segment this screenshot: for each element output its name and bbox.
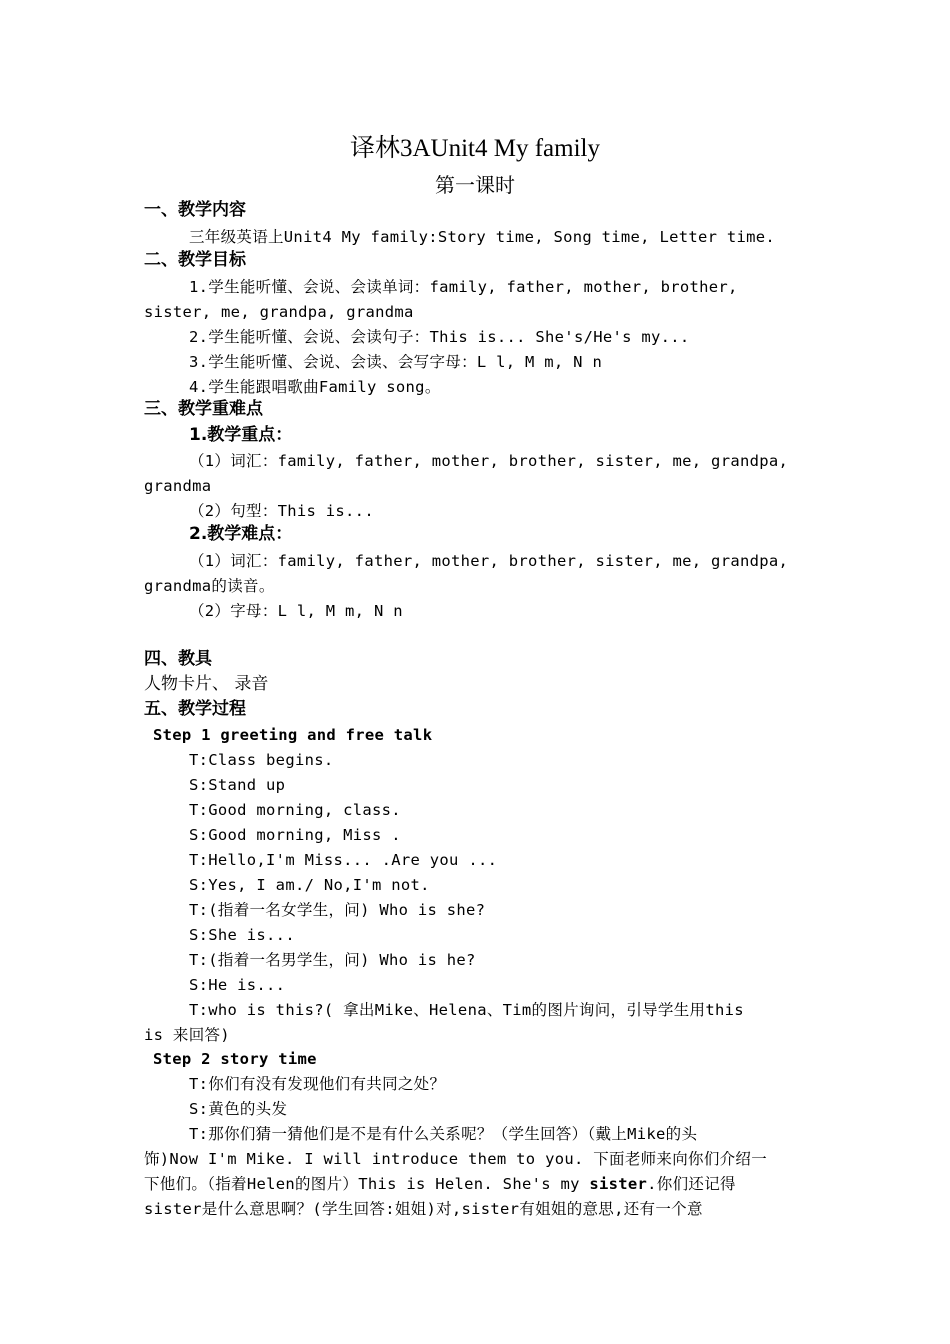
bold-word-sister: sister	[589, 1175, 648, 1193]
section-heading-content: 一、教学内容	[144, 200, 246, 220]
dialogue-line: S:She is...	[189, 926, 295, 944]
key-point-line: （1）词汇：family, father, mother, brother, sister, me, grandpa,	[189, 452, 789, 470]
dialogue-line: T:你们有没有发现他们有共同之处？	[189, 1075, 446, 1093]
materials-line: 人物卡片、 录音	[144, 674, 269, 694]
dialogue-line: S:Yes, I am./ No,I'm not.	[189, 876, 430, 894]
dialogue-line: S:He is...	[189, 976, 286, 994]
dialogue-line: T:Good morning, class.	[189, 801, 401, 819]
key-points-label: 1.教学重点：	[189, 425, 293, 445]
dialogue-line: T:(指着一名女学生，问) Who is she?	[189, 901, 486, 919]
dialogue-line: is 来回答)	[144, 1026, 230, 1044]
difficult-point-line: （1）词汇：family, father, mother, brother, sister, me, grandpa,	[189, 552, 789, 570]
goal-line: 3.学生能听懂、会说、会读、会写字母：L l, M m, N n	[189, 353, 603, 371]
content-line: 三年级英语上Unit4 My family:Story time, Song time, Letter time.	[189, 228, 776, 246]
dialogue-line: T:Class begins.	[189, 751, 334, 769]
goal-line: 4.学生能跟唱歌曲Family song。	[189, 378, 441, 396]
dialogue-line: T:那你们猜一猜他们是不是有什么关系呢？（学生回答）（戴上Mike的头	[189, 1125, 698, 1143]
dialogue-line: sister是什么意思啊？(学生回答:姐姐)对,sister有姐姐的意思,还有一个意	[144, 1200, 703, 1218]
difficult-points-label: 2.教学难点：	[189, 524, 293, 544]
dialogue-line: S:Good morning, Miss .	[189, 826, 401, 844]
dialogue-line: S:Stand up	[189, 776, 286, 794]
goal-line: 1.学生能听懂、会说、会读单词：family, father, mother, brother,	[189, 278, 738, 296]
section-heading-materials: 四、教具	[144, 649, 212, 669]
key-point-line: grandma	[144, 477, 212, 495]
dialogue-line: S:黄色的头发	[189, 1100, 288, 1118]
document-subtitle: 第一课时	[435, 175, 515, 197]
section-heading-process: 五、教学过程	[144, 699, 246, 719]
key-point-line: （2）句型：This is...	[189, 502, 374, 520]
goal-line: 2.学生能听懂、会说、会读句子：This is... She's/He's my...	[189, 328, 690, 346]
document-title: 译林3AUnit4 My family	[350, 135, 600, 162]
dialogue-line: T:Hello,I'm Miss... .Are you ...	[189, 851, 498, 869]
step-heading: Step 1 greeting and free talk	[153, 726, 433, 744]
section-heading-goals: 二、教学目标	[144, 250, 246, 270]
difficult-point-line: grandma的读音。	[144, 577, 275, 595]
dialogue-text: .你们还记得	[647, 1175, 736, 1193]
dialogue-line: 饰)Now I'm Mike. I will introduce them to you. 下面老师来向你们介绍一	[144, 1150, 768, 1168]
section-heading-key-points: 三、教学重难点	[144, 399, 263, 419]
goal-line: sister, me, grandpa, grandma	[144, 303, 414, 321]
difficult-point-line: （2）字母：L l, M m, N n	[189, 602, 403, 620]
dialogue-line: T:who is this?( 拿出Mike、Helena、Tim的图片询问，引导学生用this	[189, 1001, 744, 1019]
dialogue-line	[144, 1173, 824, 1195]
step-heading: Step 2 story time	[153, 1050, 317, 1068]
dialogue-text: 下他们。（指着Helen的图片）This is Helen. She's my	[144, 1175, 590, 1193]
dialogue-line: T:(指着一名男学生，问) Who is he?	[189, 951, 476, 969]
